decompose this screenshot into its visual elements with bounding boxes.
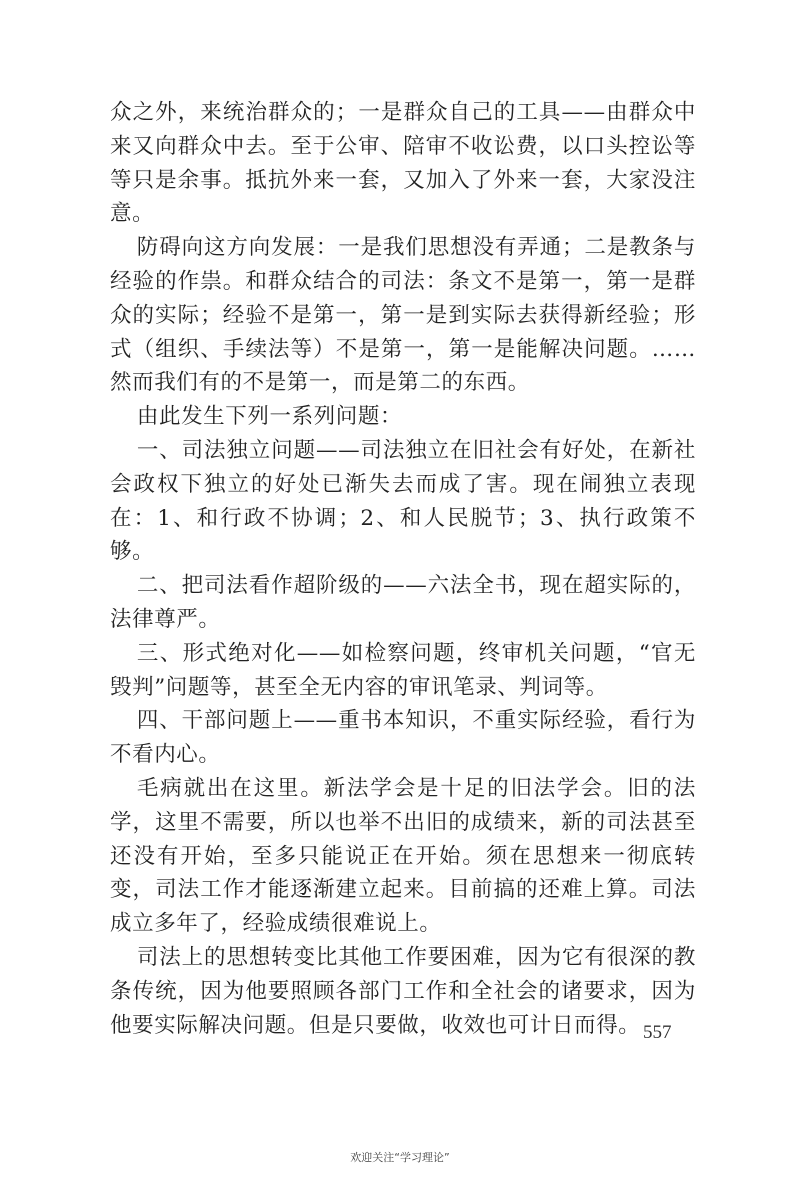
paragraph: 三、形式绝对化——如检察问题，终审机关问题，“官无毁判”问题等，甚至全无内容的审讯笔录、判词等。	[110, 640, 696, 700]
paragraph-continuation: 众之外，来统治群众的；一是群众自己的工具——由群众中来又向群众中去。至于公审、陪审不收讼费，以口头控讼等等只是余事。抵抗外来一套，又加入了外来一套，大家没注意。	[110, 100, 696, 227]
paragraph: 司法上的思想转变比其他工作要困难，因为它有很深的教条传统，因为他要照顾各部门工作和全社会的诸要求，因为他要实际解决问题。但是只要做，收效也可计日而得。	[110, 944, 696, 1038]
paragraph: 毛病就出在这里。新法学会是十足的旧法学会。旧的法学，这里不需要，所以也举不出旧的成绩来，新的司法甚至还没有开始，至多只能说正在开始。须在思想来一彻底转变，司法工作才能逐渐建立起来。目前搞的还难上算。司法成立多年了，经验成绩很难说上。	[110, 775, 696, 937]
paragraph: 四、干部问题上——重书本知识，不重实际经验，看行为不看内心。	[110, 708, 696, 768]
paragraph: 由此发生下列一系列问题：	[136, 404, 403, 430]
paragraph: 防碍向这方向发展：一是我们思想没有弄通；二是教条与经验的作祟。和群众结合的司法：条文不是第一，第一是群众的实际；经验不是第一，第一是到实际去获得新经验；形式（组织、手续法等）不是第一，第一是能解决问题。……然而我们有的不是第一，而是第二的东西。	[110, 235, 696, 396]
page-body	[110, 96, 696, 1042]
footer-note: 欢迎关注“学习理论”	[350, 1151, 450, 1164]
page-number: 557	[643, 1022, 672, 1043]
paragraph: 二、把司法看作超阶级的——六法全书，现在超实际的，法律尊严。	[110, 573, 696, 632]
paragraph: 一、司法独立问题——司法独立在旧社会有好处，在新社会政权下独立的好处已渐失去而成了害。现在闹独立表现在：1、和行政不协调；2、和人民脱节；3、执行政策不够。	[110, 437, 696, 565]
